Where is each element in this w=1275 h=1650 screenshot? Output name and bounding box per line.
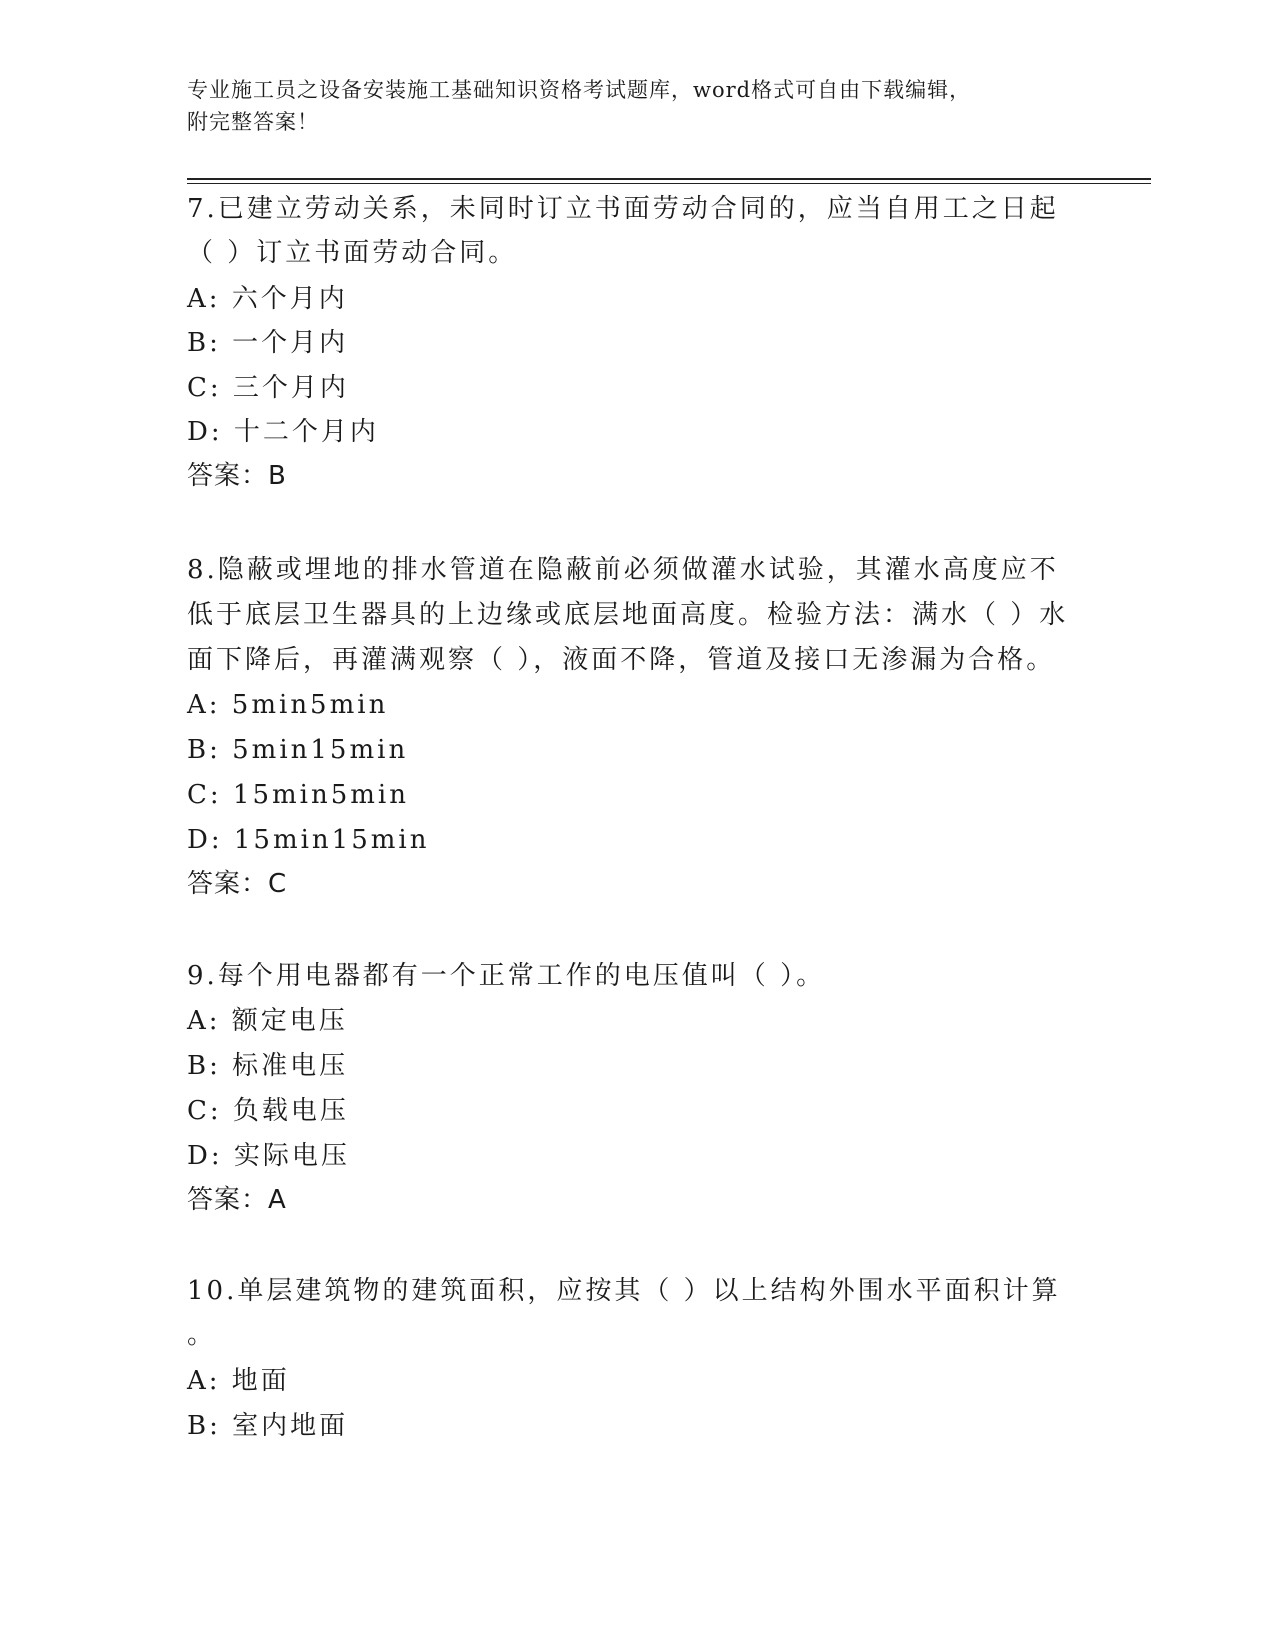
question-9-stem-line-1: 9.每个用电器都有一个正常工作的电压值叫（ ）。 bbox=[187, 961, 826, 991]
question-9-answer: 答案：A bbox=[187, 1185, 287, 1215]
question-7-stem-line-1: 7.已建立劳动关系，未同时订立书面劳动合同的，应当自用工之日起 bbox=[187, 194, 1059, 224]
question-9-option-a: A: 额定电压 bbox=[187, 1006, 348, 1036]
question-8-option-d: D: 15min15min bbox=[187, 825, 430, 855]
header-line-2: 附完整答案！ bbox=[187, 110, 319, 134]
question-10-option-b: B: 室内地面 bbox=[187, 1411, 349, 1441]
question-7-option-c: C: 三个月内 bbox=[187, 373, 349, 403]
question-10-stem-line-1: 10.单层建筑物的建筑面积，应按其（ ）以上结构外围水平面积计算 bbox=[187, 1276, 1061, 1306]
question-8-stem-line-3: 面下降后，再灌满观察（ ），液面不降，管道及接口无渗漏为合格。 bbox=[187, 645, 1056, 675]
question-8-answer: 答案：C bbox=[187, 869, 288, 899]
question-7-answer: 答案：B bbox=[187, 461, 287, 491]
question-8-option-c: C: 15min5min bbox=[187, 780, 409, 810]
header-divider-thick bbox=[187, 178, 1151, 180]
header-line-1: 专业施工员之设备安装施工基础知识资格考试题库，word格式可自由下载编辑， bbox=[187, 78, 972, 102]
question-9-option-d: D: 实际电压 bbox=[187, 1141, 350, 1171]
question-9-option-c: C: 负载电压 bbox=[187, 1096, 349, 1126]
question-7-option-d: D: 十二个月内 bbox=[187, 417, 379, 447]
question-8-option-a: A: 5min5min bbox=[187, 690, 389, 720]
question-7-option-b: B: 一个月内 bbox=[187, 328, 349, 358]
document-header bbox=[187, 74, 1087, 138]
header-divider-thin bbox=[187, 183, 1151, 184]
question-9-option-b: B: 标准电压 bbox=[187, 1051, 349, 1081]
question-8-stem-line-2: 低于底层卫生器具的上边缘或底层地面高度。检验方法：满水（ ）水 bbox=[187, 600, 1069, 630]
question-8-option-b: B: 5min15min bbox=[187, 735, 409, 765]
question-8-stem-line-1: 8.隐蔽或埋地的排水管道在隐蔽前必须做灌水试验，其灌水高度应不 bbox=[187, 555, 1059, 585]
question-7-option-a: A: 六个月内 bbox=[187, 284, 348, 314]
question-7-stem-line-2: （ ）订立书面劳动合同。 bbox=[187, 238, 518, 268]
question-10-option-a: A: 地面 bbox=[187, 1366, 290, 1396]
question-10-stem-line-2: 。 bbox=[187, 1320, 217, 1350]
